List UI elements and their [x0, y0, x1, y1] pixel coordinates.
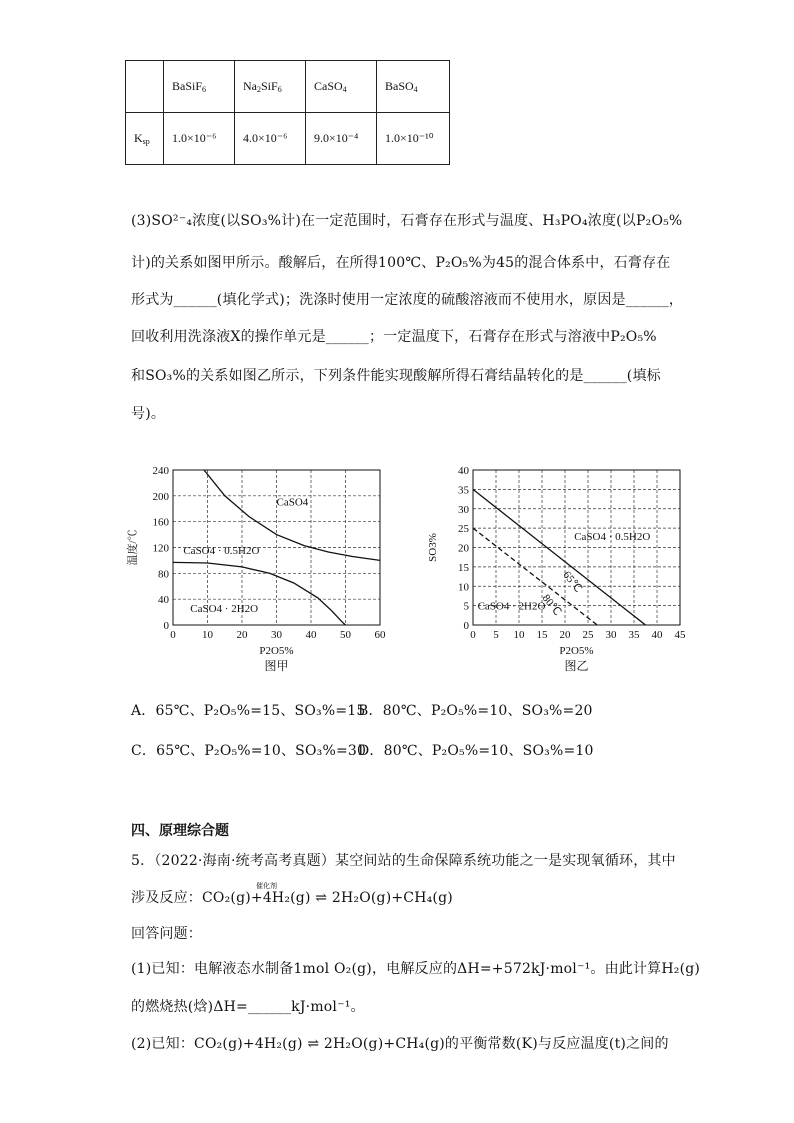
- region-label: 80℃: [539, 592, 564, 619]
- x-tick-label: 10: [513, 629, 525, 641]
- x-tick-label: 0: [470, 629, 476, 641]
- y-tick-label: 30: [458, 503, 469, 516]
- chart-jia: [125, 462, 395, 684]
- y-tick-label: 40: [158, 594, 169, 607]
- x-tick-label: 45: [674, 629, 686, 641]
- q5-1-line: (1)已知：电解液态水制备1mol O₂(g)，电解反应的ΔH=+572kJ·mol⁻¹。由此计算H₂(g): [131, 961, 701, 977]
- ksp-header-basif6: BaSiF$_6$: [164, 61, 235, 113]
- region-label: CaSO4 · 0.5H2O: [574, 530, 651, 543]
- y-tick-label: 160: [152, 516, 169, 529]
- section-heading: 四、原理综合题: [131, 823, 229, 839]
- ksp-header-row: [126, 61, 450, 113]
- ksp-value-row: [126, 113, 450, 165]
- y-tick-label: 120: [152, 542, 169, 555]
- ksp-table: [125, 60, 450, 165]
- ksp-corner-cell: [126, 61, 164, 113]
- y-tick-label: 0: [163, 620, 169, 632]
- x-tick-label: 35: [628, 629, 640, 641]
- series-line: [173, 562, 346, 625]
- x-tick-label: 50: [340, 629, 351, 641]
- x-tick-label: 30: [271, 629, 282, 641]
- x-tick-label: 0: [170, 629, 176, 641]
- catalyst-label: 催化剂: [256, 882, 277, 890]
- ksp-header-baso4: BaSO$_4$: [377, 61, 450, 113]
- region-label: CaSO4 · 2H2O: [190, 603, 259, 616]
- y-tick-label: 5: [463, 600, 469, 613]
- q3-line: 形式为______(填化学式)；洗涤时使用一定浓度的硫酸溶液而不使用水，原因是______，: [131, 292, 684, 308]
- x-tick-label: 10: [202, 629, 213, 641]
- y-axis-label: 温度/℃: [127, 529, 139, 566]
- q3-line: 和SO₃%的关系如图乙所示，下列条件能实现酸解所得石膏结晶转化的是______(填标: [131, 368, 661, 384]
- region-label: CaSO4 · 0.5H2O: [183, 544, 260, 557]
- x-tick-label: 20: [559, 629, 571, 641]
- ksp-value: 4.0×10⁻⁶: [235, 113, 306, 165]
- y-tick-label: 200: [152, 490, 169, 503]
- option-a: A．65℃、P₂O₅%=15、SO₃%=15: [131, 703, 366, 719]
- y-tick-label: 25: [458, 523, 469, 536]
- y-tick-label: 35: [458, 484, 469, 497]
- q3-line: (3)SO²⁻₄浓度(以SO₃%计)在一定范围时，石膏存在形式与温度、H₃PO₄浓度(以P₂O₅%: [131, 213, 683, 229]
- y-tick-label: 20: [458, 542, 469, 555]
- ksp-header-na2sif6: $Na_2SiF_6$: [235, 61, 306, 113]
- chart-title: 图乙: [564, 659, 589, 673]
- y-tick-label: 240: [152, 465, 169, 477]
- y-tick-label: 40: [458, 465, 469, 477]
- option-c: C．65℃、P₂O₅%=10、SO₃%=30: [131, 743, 367, 759]
- chart-title: 图甲: [264, 659, 289, 673]
- q3-line: 计)的关系如图甲所示。酸解后，在所得100℃、P₂O₅%为45的混合体系中，石膏存在: [131, 255, 671, 271]
- x-tick-label: 5: [493, 629, 499, 641]
- ksp-header-caso4: CaSO$_4$: [306, 61, 377, 113]
- x-axis-label: P2O5%: [259, 645, 294, 657]
- ksp-value: 1.0×10⁻⁶: [164, 113, 235, 165]
- q5-reaction: 涉及反应：CO₂(g)+4H₂(g) ⇌ 2H₂O(g)+CH₄(g): [131, 890, 453, 906]
- q5-1-line: 的燃烧热(焓)ΔH=______kJ·mol⁻¹。: [131, 999, 365, 1015]
- x-tick-label: 40: [305, 629, 317, 641]
- region-label: CaSO4 · 2H2O: [477, 600, 546, 613]
- y-tick-label: 0: [463, 620, 469, 632]
- x-tick-label: 40: [651, 629, 663, 641]
- option-b: B．80℃、P₂O₅%=10、SO₃%=20: [358, 703, 593, 719]
- x-tick-label: 25: [582, 629, 594, 641]
- x-tick-label: 15: [536, 629, 548, 641]
- ksp-value: 1.0×10⁻¹⁰: [377, 113, 450, 165]
- q5-intro: 5．（2022·海南·统考高考真题）某空间站的生命保障系统功能之一是实现氧循环，其中: [131, 853, 676, 869]
- region-label: 65℃: [560, 569, 585, 595]
- region-label: CaSO4: [276, 496, 309, 509]
- ksp-value: 9.0×10⁻⁴: [306, 113, 377, 165]
- x-tick-label: 20: [236, 629, 248, 641]
- q3-line: 号)。: [131, 406, 166, 422]
- chart-yi: [425, 462, 695, 684]
- x-axis-label: P2O5%: [559, 645, 594, 657]
- y-tick-label: 80: [158, 568, 169, 581]
- ksp-row-label: $K_{sp}$: [126, 113, 164, 165]
- answer-prompt: 回答问题：: [131, 926, 202, 942]
- option-d: D．80℃、P₂O₅%=10、SO₃%=10: [358, 743, 594, 759]
- y-tick-label: 15: [458, 561, 469, 574]
- q5-2-line: (2)已知：CO₂(g)+4H₂(g) ⇌ 2H₂O(g)+CH₄(g)的平衡常数(K)与反应温度(t)之间的: [131, 1036, 669, 1052]
- y-tick-label: 10: [458, 581, 469, 594]
- x-tick-label: 60: [374, 629, 386, 641]
- y-axis-label: SO3%: [427, 533, 439, 562]
- q3-line: 回收利用洗涤液X的操作单元是______；一定温度下，石膏存在形式与溶液中P₂O₅%: [131, 329, 657, 345]
- x-tick-label: 30: [605, 629, 617, 641]
